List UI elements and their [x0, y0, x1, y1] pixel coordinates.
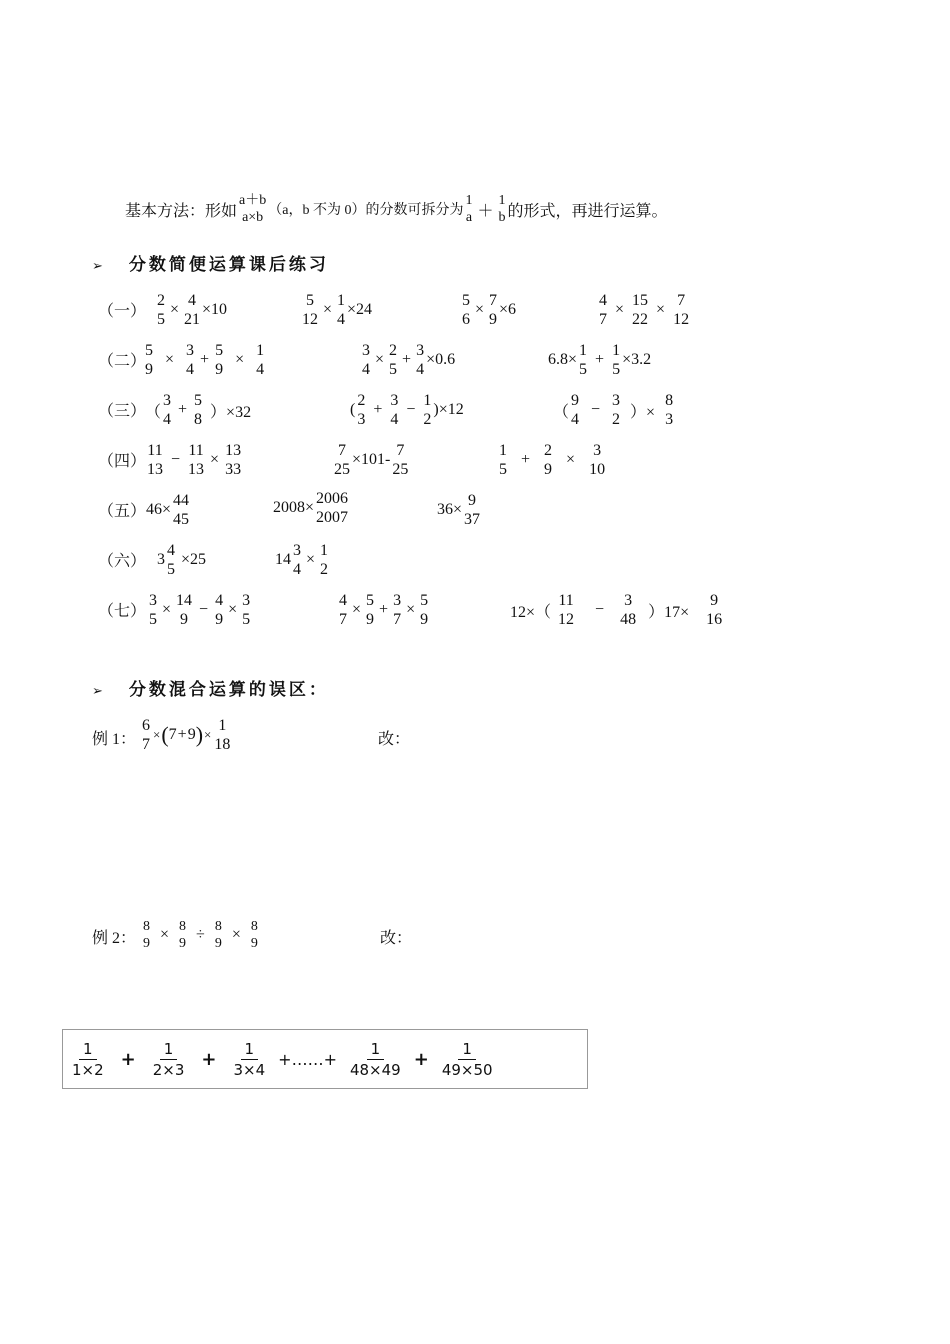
section-heading-practice [92, 250, 329, 275]
plus-sign: + [201, 1048, 217, 1070]
plus-sign: + [413, 1048, 429, 1070]
frac-num: 1 [498, 193, 506, 208]
problem-7-3: 12×（ 11 12 − 3 48 ）17× 9 16 [510, 592, 723, 628]
sum-term-1: $\frac{1}{1\times 2}$ [72, 1039, 104, 1079]
sum-term-2: $\frac{1}{2\times 3}$ [152, 1039, 185, 1079]
problem-5-1: 46× 44 45 [146, 492, 190, 528]
arrow-bullet-icon: ➢ [92, 258, 103, 273]
method-suffix: 的形式，再进行运算。 [507, 202, 668, 220]
example-2-label: 例 2： [92, 930, 137, 947]
row-label-3: （三） [98, 403, 147, 420]
sum-term-3: $\frac{1}{3\times 4}$ [233, 1039, 266, 1079]
row-label-5: （五） [98, 503, 147, 520]
fraction-1-over-a [464, 192, 473, 226]
row-label-4: （四） [98, 453, 147, 470]
problem-5-3: 36× 9 37 [437, 492, 481, 528]
sum-term-4: $\frac{1}{48\times 49}$ [349, 1039, 401, 1079]
problem-1-4: 4 7 × 15 22 × 7 12 [599, 292, 690, 328]
problem-3-2: ( 2 3 + 3 4 − 1 2 )×12 [350, 392, 464, 428]
example-1-correction-label: 改： [378, 731, 411, 748]
problem-1-2: 5 12 × 1 4 ×24 [302, 292, 373, 328]
problem-6-2: 14 3 4 × 1 2 [275, 542, 329, 578]
fraction-1-over-b [497, 192, 506, 226]
problem-2-1: 5 9 × 3 4 + 5 9 × 1 4 [145, 342, 265, 378]
problem-6-1: 3 4 5 ×25 [157, 542, 207, 578]
example-1-label: 例 1： [92, 731, 137, 748]
telescoping-sum-box [62, 1029, 588, 1089]
row-label-7: （七） [98, 603, 147, 620]
plus-sign: + [120, 1048, 136, 1070]
sum-term-5: $\frac{1}{49\times 50}$ [441, 1039, 493, 1079]
frac-den: a×b [242, 210, 264, 225]
problem-4-3: 1 5 + 2 9 × 3 10 [499, 442, 606, 478]
problem-7-2: 4 7 × 5 9 + 3 7 × 5 9 [339, 592, 429, 628]
sum-ellipsis: +……+ [278, 1049, 337, 1069]
problem-2-2: 3 4 × 2 5 + 3 4 ×0.6 [362, 342, 456, 378]
problem-4-1: 11 13 − 11 13 × 13 33 [147, 442, 242, 478]
fraction-a-plus-b-over-a-times-b [238, 192, 267, 226]
arrow-bullet-icon: ➢ [92, 683, 103, 698]
problem-1-3: 5 6 × 7 9 ×6 [462, 292, 517, 328]
method-line [125, 192, 667, 226]
frac-den: a [465, 210, 473, 225]
section-title: 分数混合运算的误区： [128, 680, 329, 700]
example-2-expression: 8 9 × 8 9 ÷ 8 9 × 8 9 [143, 919, 258, 951]
frac-num: a＋b [239, 193, 267, 208]
example-1-expression: 6 7 × ( 7 + 9 ) × 1 18 [142, 717, 231, 753]
problem-7-1: 3 5 × 14 9 − 4 9 × 3 5 [149, 592, 251, 628]
problem-4-2: 7 25 ×101- 7 25 [334, 442, 409, 478]
section-title: 分数简便运算课后练习 [128, 255, 329, 275]
example-2-correction-label: 改： [380, 930, 413, 947]
problem-5-2: 2008× 2006 2007 [273, 490, 349, 526]
row-label-2: （二） [98, 353, 147, 370]
frac-den: b [498, 210, 506, 225]
row-label-6: （六） [98, 553, 147, 570]
problem-1-1: 2 5 × 4 21 ×10 [157, 292, 228, 328]
method-middle: （a，b 不为 0）的分数可拆分为 [268, 203, 464, 218]
method-prefix: 基本方法：形如 [125, 202, 238, 220]
section-heading-misconceptions [92, 675, 329, 700]
row-label-1: （一） [98, 303, 147, 320]
frac-num: 1 [465, 193, 473, 208]
problem-3-1: （ 3 4 + 5 8 ）×32 [145, 392, 252, 428]
problem-2-3: 6.8× 1 5 + 1 5 ×3.2 [548, 342, 652, 378]
plus-sign: ＋ [477, 202, 494, 220]
problem-3-3: （ 9 4 − 3 2 ）× 8 3 [553, 392, 674, 428]
